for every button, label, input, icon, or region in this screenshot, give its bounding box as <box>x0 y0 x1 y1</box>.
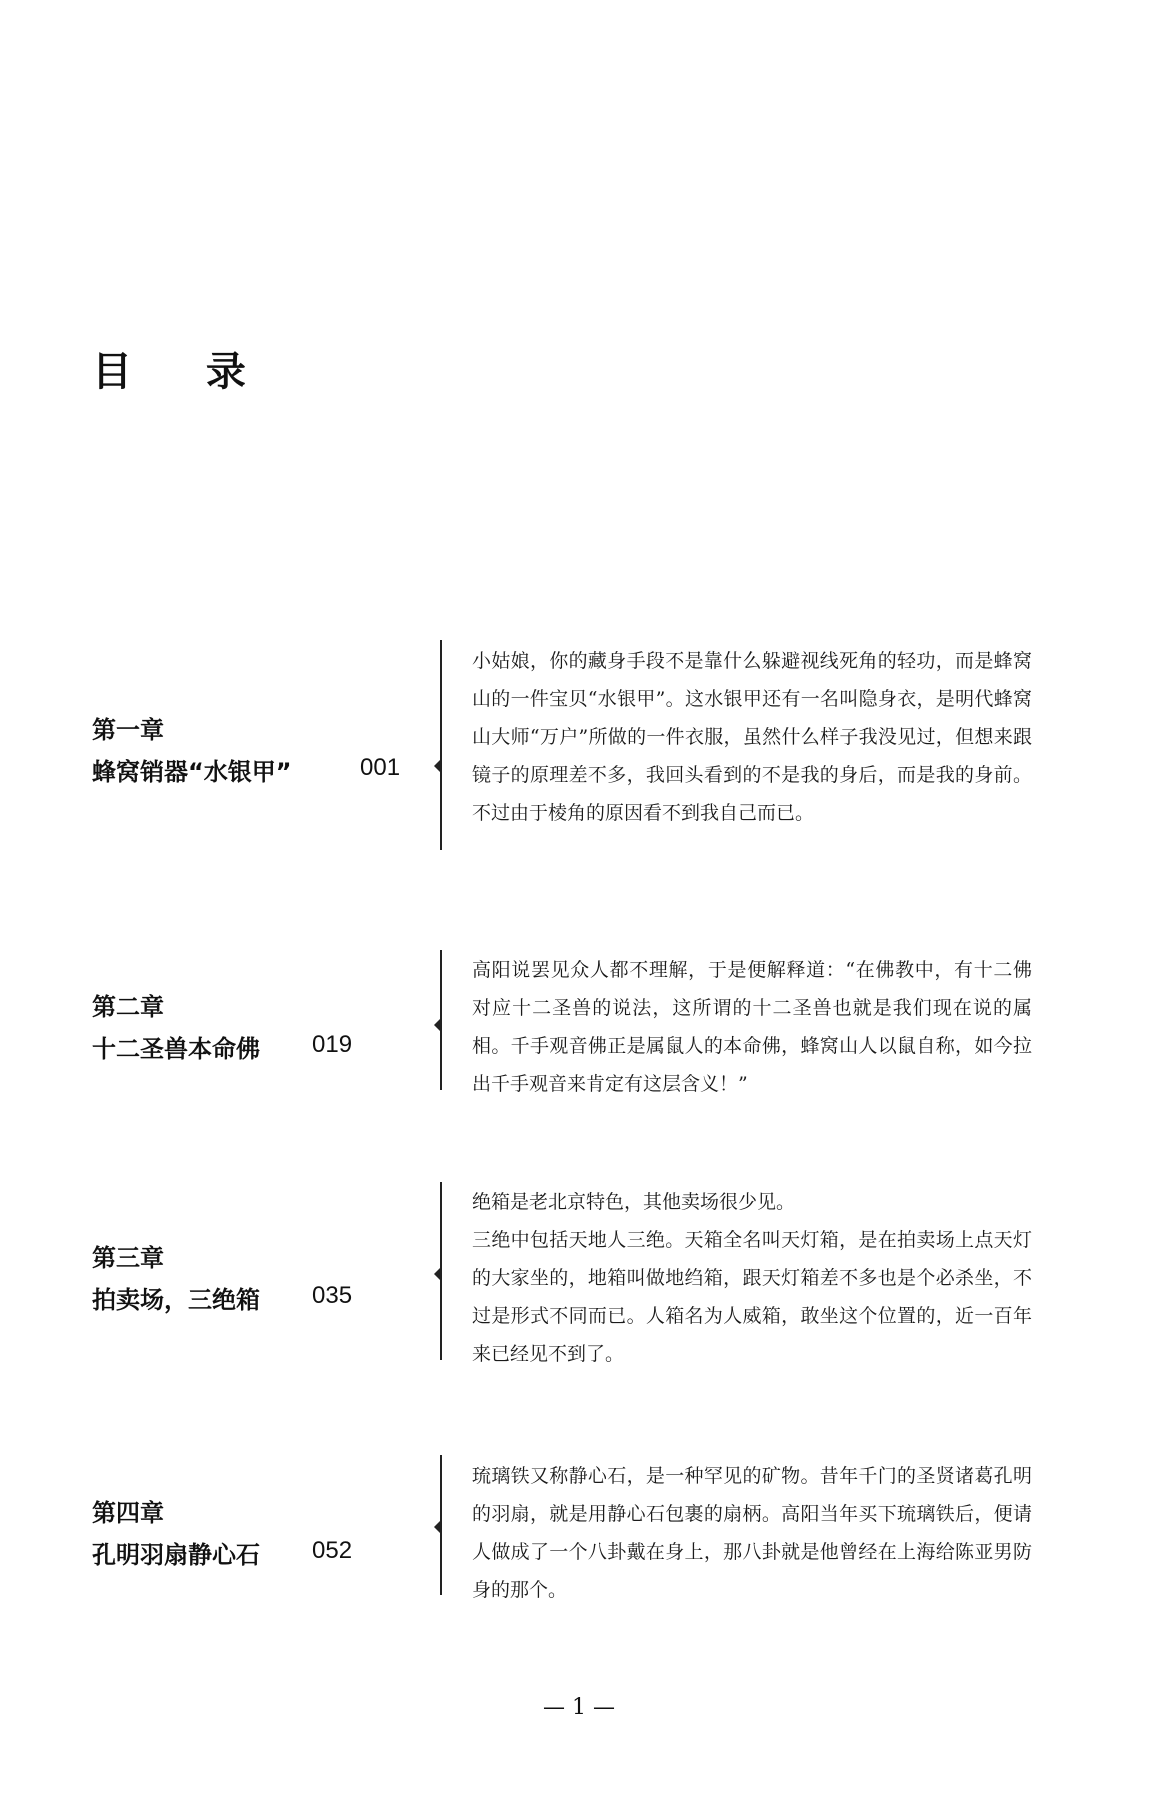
divider-notch <box>434 1519 442 1535</box>
toc-entry-chapter-2[interactable] <box>0 945 1158 1095</box>
chapter-title: 十二圣兽本命佛 <box>92 1035 260 1063</box>
page-title: 目 录 <box>92 349 276 395</box>
chapter-title: 蜂窝销器“水银甲” <box>92 758 292 786</box>
toc-entry-chapter-4[interactable] <box>0 1455 1158 1605</box>
chapter-label: 第二章 <box>92 993 164 1021</box>
toc-entry-chapter-3[interactable] <box>0 1180 1158 1365</box>
chapter-excerpt <box>472 642 1032 832</box>
divider-notch <box>434 758 442 774</box>
toc-entry-chapter-1[interactable] <box>0 630 1158 860</box>
divider-notch <box>434 1017 442 1033</box>
chapter-page-number: 001 <box>360 754 401 781</box>
excerpt-paragraph: 小姑娘，你的藏身手段不是靠什么躲避视线死角的轻功，而是蜂窝山的一件宝贝“水银甲”。这水银甲还有一名叫隐身衣，是明代蜂窝山大师“万户”所做的一件衣服，虽然什么样子我没见过，但想来跟镜子的原理差不多，我回头看到的不是我的身后，而是我的身前。不过由于棱角的原因看不到我自己而已。 <box>472 650 1032 824</box>
chapter-label: 第三章 <box>92 1244 164 1272</box>
chapter-excerpt <box>472 1183 1032 1373</box>
excerpt-paragraph: 高阳说罢见众人都不理解，于是便解释道：“在佛教中，有十二佛对应十二圣兽的说法，这所谓的十二圣兽也就是我们现在说的属相。千手观音佛正是属鼠人的本命佛，蜂窝山人以鼠自称，如今拉出千手观音来肯定有这层含义！” <box>472 959 1032 1095</box>
excerpt-paragraph: 绝箱是老北京特色，其他卖场很少见。 <box>472 1191 796 1213</box>
divider-notch <box>434 1266 442 1282</box>
chapter-page-number: 035 <box>312 1282 353 1309</box>
chapter-page-number: 019 <box>312 1031 353 1058</box>
chapter-label: 第四章 <box>92 1499 164 1527</box>
divider-line <box>440 640 442 850</box>
excerpt-paragraph: 三绝中包括天地人三绝。天箱全名叫天灯箱，是在拍卖场上点天灯的大家坐的，地箱叫做地绉箱，跟天灯箱差不多也是个必杀坐，不过是形式不同而已。人箱名为人威箱，敢坐这个位置的，近一百年来已经见不到了。 <box>472 1229 1032 1365</box>
chapter-page-number: 052 <box>312 1537 353 1564</box>
chapter-excerpt <box>472 951 1032 1103</box>
chapter-title: 拍卖场，三绝箱 <box>92 1286 260 1314</box>
page-number: — 1 — <box>543 1695 615 1720</box>
excerpt-paragraph: 琉璃铁又称静心石，是一种罕见的矿物。昔年千门的圣贤诸葛孔明的羽扇，就是用静心石包裹的扇柄。高阳当年买下琉璃铁后，便请人做成了一个八卦戴在身上，那八卦就是他曾经在上海给陈亚男防身的那个。 <box>472 1465 1032 1601</box>
chapter-excerpt <box>472 1457 1032 1609</box>
chapter-label: 第一章 <box>92 716 164 744</box>
chapter-title: 孔明羽扇静心石 <box>92 1541 260 1569</box>
